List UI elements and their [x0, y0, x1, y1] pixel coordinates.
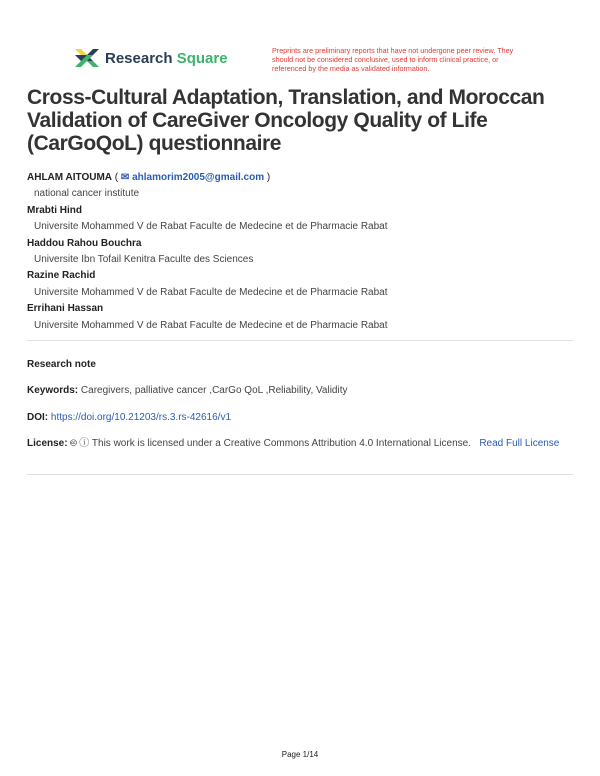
author-affiliation: Universite Mohammed V de Rabat Faculte de Medecine et de Pharmacie Rabat [34, 319, 388, 331]
license [27, 436, 567, 452]
author-affiliation: Universite Mohammed V de Rabat Faculte de Medecine et de Pharmacie Rabat [34, 286, 388, 298]
author-email-link[interactable] [121, 172, 264, 183]
author-affiliation: national cancer institute [34, 188, 140, 200]
by-attribution-icon: ⓘ [79, 438, 90, 449]
keywords-value: Caregivers, palliative cancer ,CarGo QoL ,Reliability, Validity [80, 385, 348, 396]
author-name: AHLAM AITOUMA [27, 172, 112, 183]
author-list: AHLAM AITOUMA ( ✉ ahlamorim2005@gmail.com ) national cancer institute Mrabti Hind Universite Mohammed V de Rabat Faculte de Medecine et de Pharmacie Rabat Haddou Rahou Bouchra Universite Ibn Tofail Kenitra Faculte des Sciences Razine Rachid Universite Mohammed V de Rabat Faculte de Medecine et de Pharmacie Rabat Errihani Hassan Universite Mohammed V de Rabat Faculte de Medecine et de Pharmacie Rabat [27, 170, 388, 334]
author-name: Errihani Hassan [27, 303, 104, 315]
author-affiliation: Universite Mohammed V de Rabat Faculte de Medecine et de Pharmacie Rabat [34, 221, 388, 233]
article-type: Research note [27, 359, 96, 370]
read-full-license-link[interactable]: Read Full License [479, 438, 560, 449]
license-text: This work is licensed under a Creative Commons Attribution 4.0 International License. [91, 438, 471, 449]
paper-title: Cross-Cultural Adaptation, Translation, and Moroccan Validation of CareGiver Oncology Quality of Life (CarGoQoL) questionnaire [27, 86, 545, 155]
author-affiliation: Universite Ibn Tofail Kenitra Faculte des Sciences [34, 254, 254, 266]
author-email: ahlamorim2005@gmail.com [132, 172, 265, 183]
keywords [27, 383, 567, 399]
doi-link[interactable]: https://doi.org/10.21203/rs.3.rs-42616/v1 [50, 412, 232, 423]
keywords-label: Keywords: [27, 385, 79, 396]
license-label: License: [27, 438, 68, 449]
cc-icon: 🅭 [70, 438, 77, 449]
envelope-icon: ✉ [120, 172, 130, 183]
page-number: Page 1/14 [281, 750, 319, 759]
divider [27, 474, 573, 475]
doi-label: DOI: [27, 412, 49, 423]
author-name: Razine Rachid [27, 270, 96, 282]
research-square-logo [73, 47, 228, 69]
author-name: Haddou Rahou Bouchra [27, 237, 142, 249]
doi [27, 410, 567, 426]
logo-text-square: Square [176, 49, 228, 67]
research-square-logo-icon [73, 47, 99, 69]
preprint-notice: Preprints are preliminary reports that have not undergone peer review. They should not be considered conclusive, used to inform clinical practice, or referenced by the media as validated information. [272, 46, 514, 73]
logo-text-research: Research [105, 49, 177, 67]
divider [27, 340, 573, 341]
author-name: Mrabti Hind [27, 204, 82, 216]
